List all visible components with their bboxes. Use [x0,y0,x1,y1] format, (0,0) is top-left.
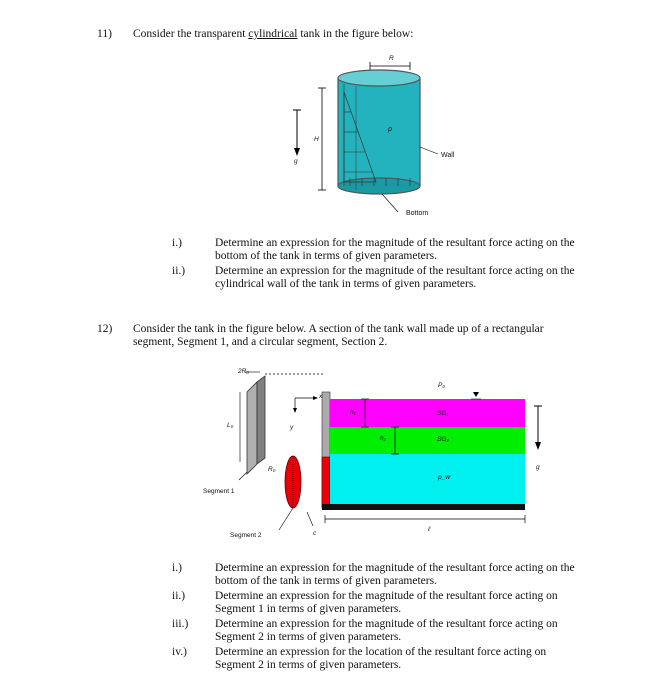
q11-item-2-label: ii.) [172,265,186,277]
q11-item-2-text [215,265,615,291]
free-surface-marker [473,392,479,397]
bottom-leader [382,194,398,212]
cylinder-top [338,70,420,86]
tank-bottom [322,504,525,510]
label-p0: P₀ [438,382,446,389]
q11-number: 11) [97,28,112,40]
q12-item-4-text [215,646,615,672]
label-g: g [294,158,298,165]
label-l0: L₀ [227,422,234,429]
wall-leader [420,147,438,154]
q12-number: 12) [97,323,113,335]
q12-item-4-line1: Determine an expression for the location of the resultant force acting on [215,646,547,658]
label-segment1: Segment 1 [203,488,235,495]
q11-item-1-text [215,237,615,263]
label-c: c [313,530,317,537]
water-layer [330,454,525,504]
label-sg2: SG₂ [437,436,449,443]
q11-prompt-before: Consider the transparent [133,28,249,40]
q12-item-1-line2: bottom of the tank in terms of given parameters. [215,575,437,587]
label-r0: R₀ [268,466,276,473]
q11-item-1-label: i.) [172,237,182,249]
q11-item-2-line1: Determine an expression for the magnitude of the resultant force acting on the [215,265,575,277]
segment2-wall-section [322,457,330,508]
segment1-plate [247,382,257,474]
q12-prompt-line2: segment, Segment 1, and a circular segment, Section 2. [133,336,388,348]
label-rho: ρ [388,126,393,133]
q12-item-4-label: iv.) [172,646,187,658]
q11-prompt-after: tank in the figure below: [297,28,414,40]
label-h2: h₂ [380,435,387,442]
label-h: H [314,136,319,143]
label-segment2: Segment 2 [230,532,262,539]
label-l: ℓ [428,526,431,533]
q12-item-3-text [215,618,615,644]
label-sg1: SG₁ [437,410,449,417]
label-x: x [319,393,323,400]
label-y: y [290,424,294,431]
q11-figure [280,52,480,224]
q12-item-2-label: ii.) [172,590,186,602]
q12-item-3-line1: Determine an expression for the magnitude of the resultant force acting on [215,618,558,630]
label-r: R [389,55,394,62]
q11-prompt-underlined: cylindrical [248,28,298,40]
q12-prompt-line1: Consider the tank in the figure below. A section of the tank wall made up of a rectangular [133,323,544,335]
q11-item-1-line2: bottom of the tank in terms of given parameters. [215,250,437,262]
label-rho-w: ρ_w [438,474,451,481]
q12-item-3-line2: Segment 2 in terms of given parameters. [215,631,402,643]
label-bottom: Bottom [406,210,429,217]
sg1-layer [330,399,525,427]
q11-item-2-line2: cylindrical wall of the tank in terms of given parameters. [215,278,477,290]
q12-prompt [133,323,603,349]
q12-item-4-line2: Segment 2 in terms of given parameters. [215,659,402,671]
q11-item-1-line1: Determine an expression for the magnitude of the resultant force acting on the [215,237,575,249]
q12-item-2-text [215,590,615,616]
q12-item-1-line1: Determine an expression for the magnitude of the resultant force acting on the [215,562,575,574]
q12-figure [195,362,555,542]
q12-item-1-label: i.) [172,562,182,574]
label-2r0: 2R₀ [238,368,250,375]
label-wall: Wall [441,152,455,159]
q12-item-1-text [215,562,615,588]
q12-item-2-line2: Segment 1 in terms of given parameters. [215,603,402,615]
label-h1: h₁ [350,409,356,416]
q12-item-3-label: iii.) [172,618,189,630]
q11-prompt [133,28,413,41]
q12-item-2-line1: Determine an expression for the magnitude of the resultant force acting on [215,590,558,602]
sg2-layer [330,427,525,454]
label-g-right: g [536,464,540,471]
